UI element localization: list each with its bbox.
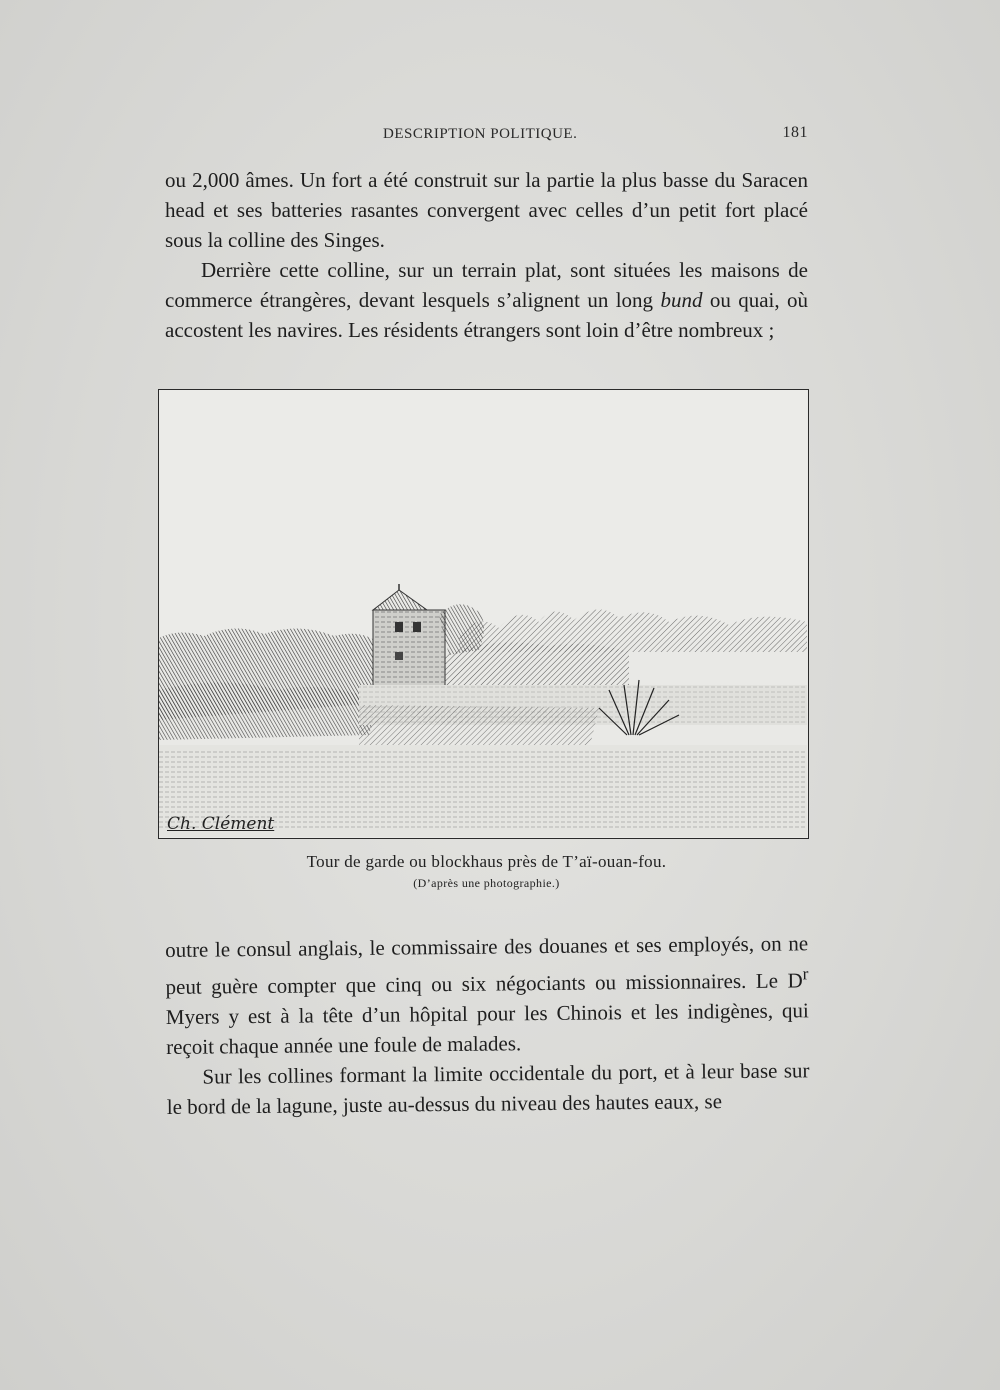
paragraph-1	[165, 165, 808, 255]
running-header	[165, 122, 808, 146]
artist-signature: Ch. Clément	[167, 814, 275, 834]
italic-term-bund: bund	[660, 288, 703, 312]
figure-credit: (D’après une photographie.)	[413, 876, 560, 890]
sky	[159, 390, 807, 640]
figure-caption: Tour de garde ou blockhaus près de T’aï-ouan-fou.	[306, 852, 667, 871]
foreground-bushes	[159, 683, 379, 741]
running-title: DESCRIPTION POLITIQUE.	[383, 126, 578, 142]
paragraph-3-text-end: Myers y est à la tête d’un hôpital pour les Chinois et les indigènes, qui reçoit chaque année une foule de malades.	[165, 998, 809, 1059]
paragraph-2	[165, 255, 808, 345]
paragraph-2-text-end: ou quai, où accostent les navires. Les résidents étrangers sont loin d’être nombreux ;	[165, 288, 809, 342]
top-text-block	[165, 165, 808, 345]
paragraph-1-text: ou 2,000 âmes. Un fort a été construit sur la partie la plus basse du Saracen head et ses batteries rasantes convergent avec celles d’un petit fort placé sous la colline des Singes.	[165, 168, 808, 252]
page-number: 181	[782, 124, 808, 141]
paragraph-3-text-start: outre le consul anglais, le commissaire des douanes et ses employés, on ne peut guère compter que cinq ou six négociants ou missionnaires. Le D	[165, 931, 809, 999]
blockhouse-engraving	[159, 390, 807, 837]
embankment	[359, 705, 599, 752]
paragraph-4-text: Sur les collines formant la limite occidentale du port, et à leur base sur le bord de la lagune, juste au-dessus du niveau des hautes eaux, se	[166, 1058, 810, 1119]
tower-tree	[439, 604, 484, 655]
superscript-r: r	[802, 963, 809, 984]
bottom-text-block	[165, 928, 810, 1122]
paragraph-3	[165, 928, 809, 1062]
paragraph-4	[166, 1055, 810, 1122]
paragraph-2-text-start: Derrière cette colline, sur un terrain plat, sont situées les maisons de commerce étrangères, devant lesquels s’alignent un long	[165, 258, 808, 312]
engraving-illustration	[158, 389, 809, 839]
